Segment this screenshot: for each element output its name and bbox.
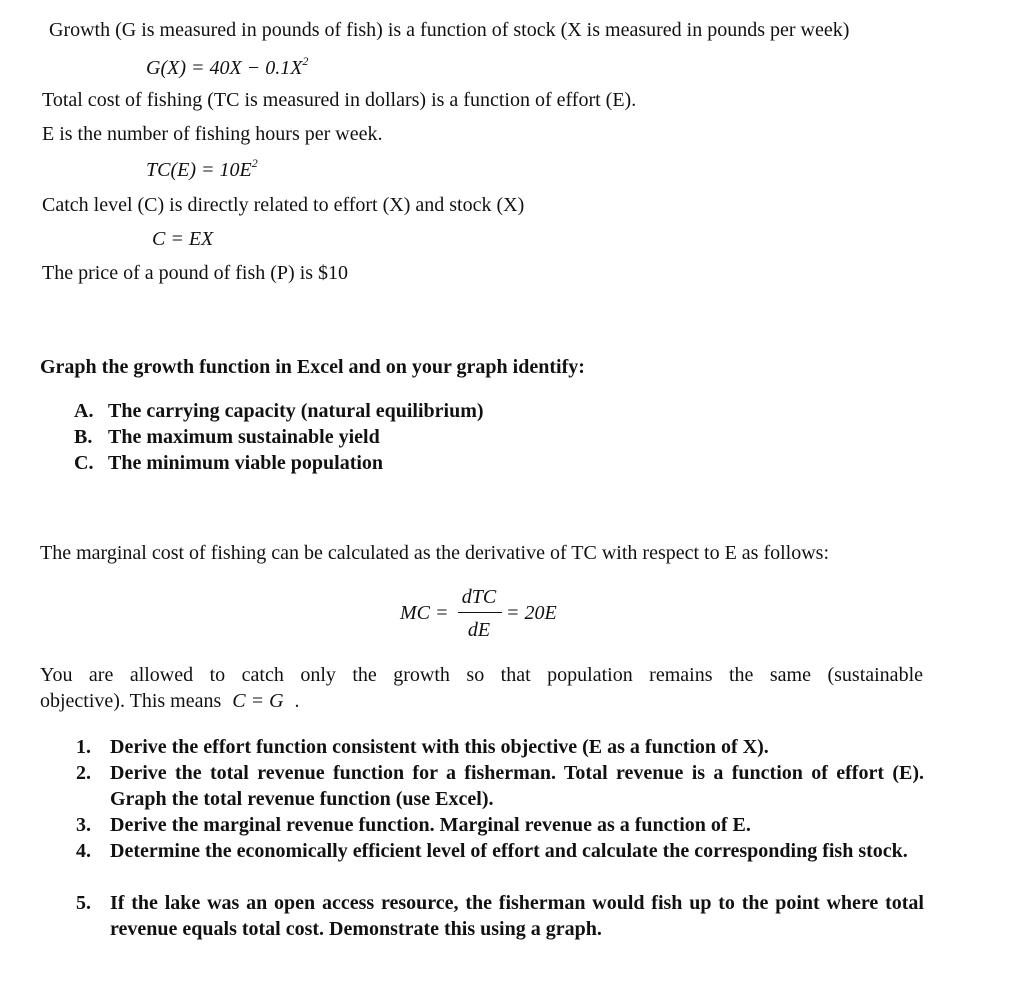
graph-task-marker-a: A. [74, 400, 94, 422]
question-5-marker: 5. [76, 892, 91, 914]
price-definition: The price of a pound of fish (P) is $10 [42, 262, 349, 284]
question-1-text: Derive the effort function consistent with this objective (E as a function of X). [110, 736, 769, 758]
graph-task-text-a: The carrying capacity (natural equilibrium) [108, 400, 484, 422]
graph-task-heading: Graph the growth function in Excel and on your graph identify: [40, 356, 585, 378]
graph-task-item-b [74, 424, 674, 450]
question-2 [76, 760, 926, 812]
sustainable-objective-prefix: objective). This means [40, 690, 222, 712]
total-cost-equation-body: TC(E) = 10E [146, 159, 252, 181]
question-5 [76, 890, 926, 942]
question-2-text: Derive the total revenue function for a fisherman. Total revenue is a function of effort (E). Graph the total revenue function (use Excel). [110, 762, 924, 810]
question-3 [76, 812, 926, 838]
question-4-text: Determine the economically efficient level of effort and calculate the corresponding fish stock. [110, 840, 908, 862]
growth-definition: Growth (G is measured in pounds of fish) is a function of stock (X is measured in pounds per week) [49, 19, 850, 41]
sustainable-objective-equation: C = G [232, 690, 284, 712]
mc-rhs: = 20E [506, 602, 557, 624]
effort-definition: E is the number of fishing hours per week. [42, 123, 383, 145]
catch-definition: Catch level (C) is directly related to effort (X) and stock (X) [42, 194, 525, 216]
mc-lhs: MC = [400, 602, 449, 624]
growth-equation-exponent: 2 [302, 54, 309, 68]
question-5-text: If the lake was an open access resource, the fisherman would fish up to the point where total revenue equals total cost. Demonstrate this using a graph. [110, 892, 924, 940]
question-1-marker: 1. [76, 736, 91, 758]
question-3-text: Derive the marginal revenue function. Marginal revenue as a function of E. [110, 814, 751, 836]
mc-fraction-bar [458, 612, 502, 613]
total-cost-equation [146, 158, 258, 182]
marginal-cost-intro: The marginal cost of fishing can be calculated as the derivative of TC with respect to E as follows: [40, 542, 830, 564]
graph-task-marker-c: C. [74, 452, 94, 474]
graph-task-item-c [74, 450, 674, 476]
sustainable-objective-line1: You are allowed to catch only the growth so that population remains the same (sustainable [40, 664, 923, 686]
question-4 [76, 838, 926, 890]
question-2-marker: 2. [76, 762, 91, 784]
sustainable-objective-line2 [40, 689, 300, 713]
graph-task-text-c: The minimum viable population [108, 452, 384, 474]
mc-numerator: dTC [461, 586, 497, 608]
question-1 [76, 734, 926, 760]
question-3-marker: 3. [76, 814, 91, 836]
question-4-marker: 4. [76, 840, 91, 862]
growth-equation-body: G(X) = 40X − 0.1X [146, 57, 303, 79]
total-cost-equation-exponent: 2 [251, 156, 258, 170]
mc-denominator: dE [467, 619, 491, 641]
sustainable-objective-period: . [294, 690, 300, 712]
catch-equation: C = EX [152, 228, 214, 250]
growth-equation [146, 56, 308, 80]
total-cost-definition: Total cost of fishing (TC is measured in dollars) is a function of effort (E). [42, 89, 637, 111]
graph-task-item-a [74, 398, 674, 424]
graph-task-text-b: The maximum sustainable yield [108, 426, 380, 448]
graph-task-marker-b: B. [74, 426, 93, 448]
